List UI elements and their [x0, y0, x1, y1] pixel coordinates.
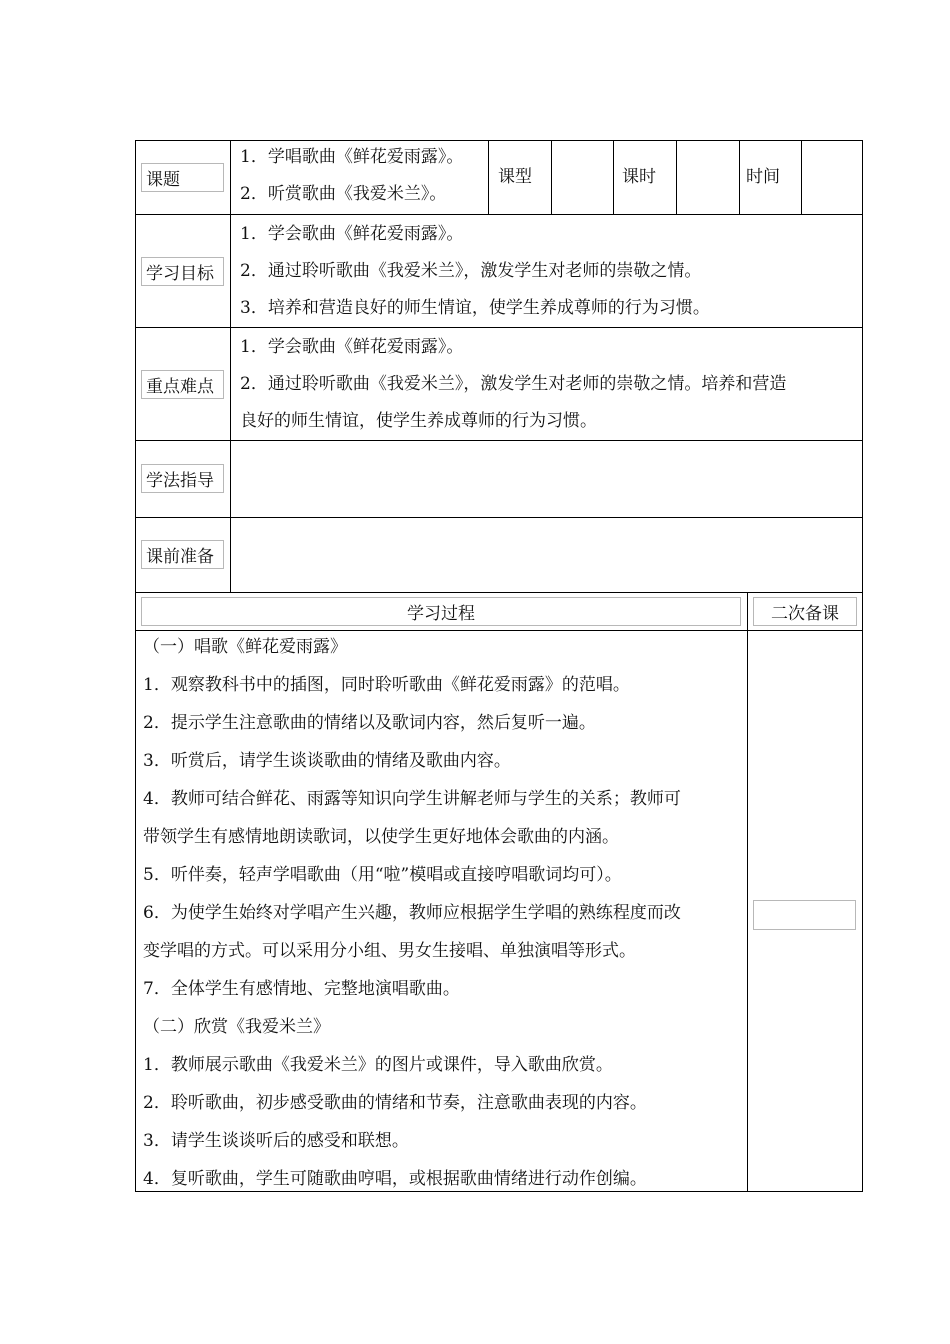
goals-label: 学习目标 [141, 257, 224, 286]
process-line: 5．听伴奏，轻声学唱歌曲（用“啦”模唱或直接哼唱歌词均可）。 [143, 865, 622, 885]
preparation-label: 课前准备 [141, 540, 224, 569]
topic-line: 2．听赏歌曲《我爱米兰》。 [240, 184, 447, 204]
goal-line: 1．学会歌曲《鲜花爱雨露》。 [240, 224, 464, 244]
side-title: 二次备课 [753, 597, 857, 626]
process-line: 3．请学生谈谈听后的感受和联想。 [143, 1131, 409, 1151]
table-border-right [862, 140, 863, 1192]
key-point-line: 良好的师生情谊，使学生养成尊师的行为习惯。 [240, 411, 597, 431]
row-divider [135, 214, 863, 215]
goal-line: 3．培养和营造良好的师生情谊，使学生养成尊师的行为习惯。 [240, 298, 710, 318]
type-label: 课型 [498, 167, 532, 187]
goal-line: 2．通过聆听歌曲《我爱米兰》，激发学生对老师的崇敬之情。 [240, 261, 702, 281]
table-border-top [135, 140, 863, 141]
row-divider [135, 517, 863, 518]
process-line: 1．教师展示歌曲《我爱米兰》的图片或课件，导入歌曲欣赏。 [143, 1055, 613, 1075]
time-label: 时间 [746, 167, 780, 187]
process-line: 2．提示学生注意歌曲的情绪以及歌词内容，然后复听一遍。 [143, 713, 596, 733]
col-divider [488, 140, 489, 214]
process-line: 变学唱的方式。可以采用分小组、男女生接唱、单独演唱等形式。 [143, 941, 636, 961]
table-border-bottom [135, 1191, 863, 1192]
row-divider [135, 327, 863, 328]
row-divider [135, 440, 863, 441]
label-column-divider [230, 140, 231, 592]
process-line: 4．教师可结合鲜花、雨露等知识向学生讲解老师与学生的关系；教师可 [143, 789, 681, 809]
col-divider [739, 140, 740, 214]
process-line: 6．为使学生始终对学唱产生兴趣，教师应根据学生学唱的熟练程度而改 [143, 903, 681, 923]
process-line: 7．全体学生有感情地、完整地演唱歌曲。 [143, 979, 460, 999]
key-points-label: 重点难点 [141, 370, 224, 399]
process-line: （二）欣赏《我爱米兰》 [143, 1017, 330, 1037]
key-point-line: 2．通过聆听歌曲《我爱米兰》，激发学生对老师的崇敬之情。培养和营造 [240, 374, 787, 394]
topic-label: 课题 [141, 163, 224, 192]
col-divider [676, 140, 677, 214]
col-divider [613, 140, 614, 214]
process-line: 4．复听歌曲，学生可随歌曲哼唱，或根据歌曲情绪进行动作创编。 [143, 1169, 647, 1189]
key-point-line: 1．学会歌曲《鲜花爱雨露》。 [240, 337, 464, 357]
side-column-divider [747, 592, 748, 1192]
row-divider [135, 630, 863, 631]
table-border-left [135, 140, 136, 1192]
topic-line: 1．学唱歌曲《鲜花爱雨露》。 [240, 147, 464, 167]
row-divider [135, 592, 863, 593]
period-label: 课时 [622, 167, 656, 187]
col-divider [801, 140, 802, 214]
process-line: 2．聆听歌曲，初步感受歌曲的情绪和节奏，注意歌曲表现的内容。 [143, 1093, 647, 1113]
method-label: 学法指导 [141, 464, 224, 493]
side-note-field[interactable] [753, 900, 856, 930]
process-line: 1．观察教科书中的插图，同时聆听歌曲《鲜花爱雨露》的范唱。 [143, 675, 630, 695]
process-line: （一）唱歌《鲜花爱雨露》 [143, 637, 347, 657]
process-line: 带领学生有感情地朗读歌词，以使学生更好地体会歌曲的内涵。 [143, 827, 619, 847]
process-title: 学习过程 [141, 597, 741, 626]
process-line: 3．听赏后，请学生谈谈歌曲的情绪及歌曲内容。 [143, 751, 511, 771]
col-divider [551, 140, 552, 214]
